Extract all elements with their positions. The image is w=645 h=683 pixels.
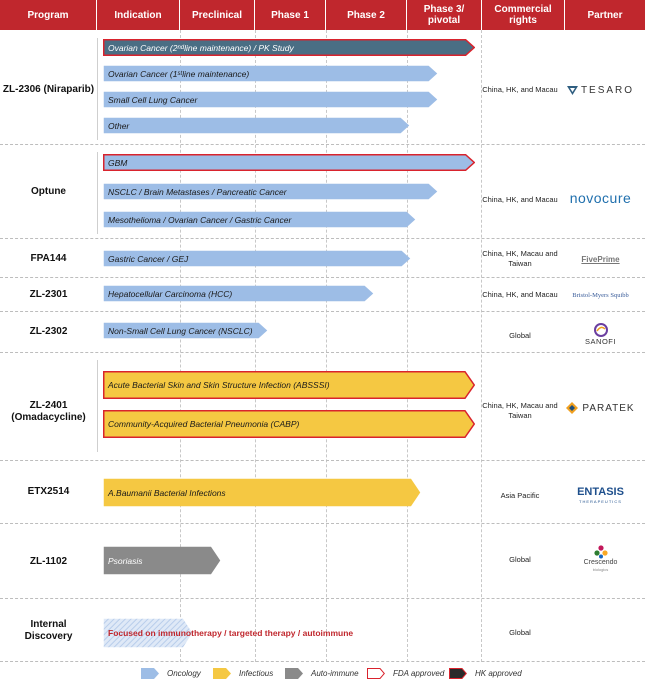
pipeline-bar — [103, 211, 416, 228]
pipeline-bar — [103, 322, 268, 339]
row-separator — [0, 144, 645, 145]
bar-label: Gastric Cancer / GEJ — [108, 253, 189, 264]
auto-immune-swatch-icon — [285, 668, 303, 679]
partner-logo-paratek: PARATEK — [556, 396, 645, 420]
legend-oncology: Oncology — [141, 664, 201, 683]
program-name: ZL-2306 (Niraparib) — [2, 84, 95, 95]
pipeline-bar — [103, 250, 411, 267]
program-name: Internal Discovery — [24, 619, 73, 642]
commercial-rights: China, HK, and Macau — [482, 195, 558, 204]
paratek-mark-icon — [566, 402, 578, 414]
bar-label: Psoriasis — [108, 555, 143, 566]
partner-logo-crescendo: Crescendo biologics — [556, 540, 645, 576]
program-name: ZL-1102 — [29, 556, 68, 567]
legend — [0, 664, 645, 683]
partner-logo-fiveprime: FivePrime — [581, 254, 620, 264]
header-program: Program — [27, 9, 69, 21]
row-separator — [0, 661, 645, 662]
row-separator — [0, 352, 645, 353]
header-phase3: Phase 3/ pivotal — [423, 4, 465, 26]
oncology-swatch-icon — [141, 668, 159, 679]
bar-label: A.Baumanii Bacterial Infections — [108, 487, 226, 498]
program-bracket — [97, 360, 98, 452]
bar-label: Ovarian Cancer (1 st line maintenance) — [108, 68, 250, 79]
header-preclinical: Preclinical — [191, 9, 243, 21]
row-separator — [0, 277, 645, 278]
bar-label: Other — [108, 120, 130, 131]
program-bracket — [97, 152, 98, 234]
header-commercial-rights: Commercial rights — [494, 4, 552, 26]
commercial-rights: Global — [509, 628, 531, 637]
pipeline-bar — [103, 618, 354, 648]
pipeline-bar — [103, 91, 438, 108]
crescendo-mark-icon — [593, 545, 609, 559]
pipeline-bar — [103, 39, 475, 56]
bar-label: Community-Acquired Bacterial Pneumonia (CABP) — [108, 419, 300, 429]
pipeline-bar — [103, 410, 475, 438]
header-partner: Partner — [587, 9, 623, 21]
program-bracket — [97, 38, 98, 140]
pipeline-bar — [103, 65, 438, 82]
commercial-rights: China, HK, and Macau — [482, 290, 558, 299]
row-separator — [0, 238, 645, 239]
bar-shape — [104, 118, 410, 134]
row-separator — [0, 523, 645, 524]
pipeline-bar — [103, 183, 438, 200]
program-name: ETX2514 — [27, 486, 70, 497]
bar-label: Small Cell Lung Cancer — [108, 94, 198, 105]
program-name: Optune — [31, 186, 66, 197]
partner-logo-tesaro: TESARO — [556, 78, 645, 102]
partner-logo-sanofi: SANOFI — [556, 318, 645, 350]
bar-arrow — [103, 117, 410, 134]
program-name: ZL-2401 (Omadacycline) — [11, 400, 86, 423]
commercial-rights: China, HK, Macau and Taiwan — [482, 249, 558, 268]
pipeline-bar — [103, 154, 475, 171]
legend-infectious: Infectious — [213, 664, 273, 683]
commercial-rights: China, HK, and Macau — [482, 85, 558, 94]
bar-label: Ovarian Cancer (2 nd line maintenance) / PK Study — [108, 42, 294, 53]
sanofi-bird-icon — [594, 323, 608, 337]
commercial-rights: China, HK, Macau and Taiwan — [482, 401, 558, 420]
partner-logo-entasis: ENTASIS THERAPEUTICS — [577, 486, 624, 504]
bar-label: Focused on immunotherapy / targeted therapy / autoimmune — [108, 628, 354, 638]
header-phase2: Phase 2 — [347, 9, 385, 21]
bar-label: NSCLC / Brain Metastases / Pancreatic Cancer — [108, 186, 287, 197]
pipeline-bar — [103, 117, 410, 134]
header-phase1: Phase 1 — [271, 9, 309, 21]
partner-logo-novocure: novocure — [569, 190, 632, 206]
table-header — [0, 0, 645, 30]
bar-label: GBM — [108, 157, 128, 168]
commercial-rights: Global — [509, 331, 531, 340]
infectious-swatch-icon — [213, 668, 231, 679]
bar-arrow — [103, 154, 475, 171]
legend-fda-approved: FDA approved — [367, 664, 444, 683]
row-separator — [0, 311, 645, 312]
pipeline-bar — [103, 371, 475, 399]
pipeline-bar — [103, 546, 221, 575]
bar-label: Hepatocellular Carcinoma (HCC) — [108, 288, 233, 299]
program-name: FPA144 — [30, 253, 67, 264]
commercial-rights: Asia Pacific — [500, 491, 540, 500]
legend-auto-immune: Auto-immune — [285, 664, 359, 683]
partner-logo-bms: Bristol-Myers Squibb — [572, 291, 629, 299]
bar-label: Mesothelioma / Ovarian Cancer / Gastric Cancer — [108, 214, 292, 225]
row-separator — [0, 598, 645, 599]
bar-label: Acute Bacterial Skin and Skin Structure Infection (ABSSSI) — [108, 380, 330, 390]
bar-shape — [104, 155, 475, 171]
program-name: ZL-2302 — [29, 326, 68, 337]
header-indication: Indication — [114, 9, 162, 21]
tesaro-mark-icon — [567, 85, 578, 96]
commercial-rights: Global — [509, 555, 531, 564]
hk-approved-swatch-icon — [449, 668, 467, 679]
program-name: ZL-2301 — [29, 289, 68, 300]
legend-hk-approved: HK approved — [449, 664, 522, 683]
row-separator — [0, 460, 645, 461]
pipeline-bar — [103, 285, 374, 302]
fda-approved-swatch-icon — [367, 668, 385, 679]
bar-label: Non-Small Cell Lung Cancer (NSCLC) — [108, 325, 253, 336]
pipeline-bar — [103, 478, 421, 507]
